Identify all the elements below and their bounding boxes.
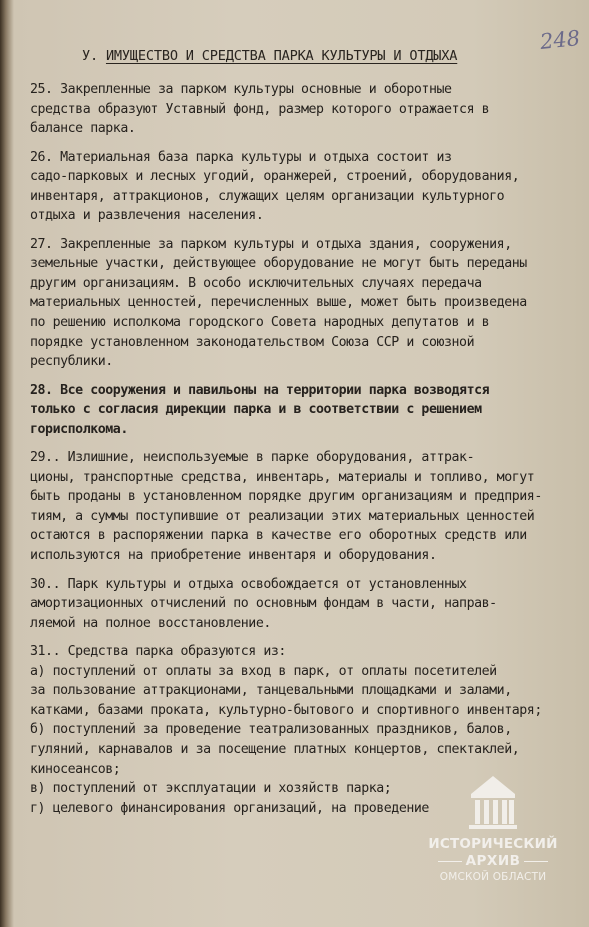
text-line: катками, базами проката, культурно-бытового и спортивного инвентаря;: [30, 702, 542, 718]
text-line: средства образуют Уставный фонд, размер которого отражается в: [30, 101, 490, 117]
watermark-line-2: АРХИВ: [465, 853, 521, 869]
text-line: используются на приобретение инвентаря и оборудования.: [30, 548, 437, 564]
watermark-line-1: ИСТОРИЧЕСКИЙ: [428, 836, 558, 852]
text-line: 28. Все сооружения и павильоны на территории парка возводятся: [30, 382, 490, 398]
text-line: инвентаря, аттракционов, служащих целям организации культурного: [30, 188, 505, 204]
text-line: б) поступлений за проведение театрализованных праздников, балов,: [30, 722, 512, 738]
text-line: садо-парковых и лесных угодий, оранжерей, строений, оборудования,: [30, 169, 520, 185]
watermark-separator: [524, 861, 548, 862]
text-line: другим организациям. В особо исключительных случаях передача: [30, 275, 482, 291]
paragraph-p27: [30, 235, 575, 372]
text-line: ционы, транспортные средства, инвентарь, материалы и топливо, могут: [30, 469, 535, 485]
paragraph-gap: [30, 439, 575, 448]
text-line: киносеансов;: [30, 761, 121, 777]
paragraph-gap: [30, 633, 575, 642]
paragraph-gap: [30, 226, 575, 235]
text-line: за пользование аттракционами, танцевальными площадками и залами,: [30, 683, 512, 699]
paragraph-p30: [30, 575, 575, 634]
text-line: 25. Закрепленные за парком культуры основные и оборотные: [30, 82, 452, 97]
section-number: У.: [82, 48, 98, 64]
paragraph-p29: [30, 448, 575, 565]
text-line: 27. Закрепленные за парком культуры и отдыха здания, сооружения,: [30, 236, 512, 252]
paragraph-p25: [30, 80, 575, 139]
text-line: балансе парка.: [30, 121, 136, 137]
text-line: 31.. Средства парка образуются из:: [30, 644, 286, 660]
text-line: порядке установленном законодательством Союза ССР и союзной: [30, 334, 475, 350]
page-number: 248: [538, 25, 582, 55]
section-heading: [82, 48, 482, 64]
paragraph-p26: [30, 148, 575, 226]
text-line: 26. Материальная база парка культуры и отдыха состоит из: [30, 149, 452, 165]
paragraph-p28: [30, 381, 575, 440]
text-line: быть проданы в установленном порядке другим организациям и предприя-: [30, 489, 542, 505]
text-line: отдыха и развлечения населения.: [30, 208, 264, 224]
text-line: республики.: [30, 354, 113, 370]
text-line: материальных ценностей, перечисленных выше, может быть произведена: [30, 295, 527, 311]
text-line: 30.. Парк культуры и отдыха освобождается от установленных: [30, 576, 467, 592]
text-line: а) поступлений от оплаты за вход в парк, от оплаты посетителей: [30, 663, 497, 679]
text-line: остаются в распоряжении парка в качестве его оборотных средств или: [30, 528, 527, 544]
paragraph-gap: [30, 372, 575, 381]
text-line: в) поступлений от эксплуатации и хозяйств парка;: [30, 781, 392, 797]
text-line: тиям, а суммы поступившие от реализации этих материальных ценностей: [30, 508, 535, 524]
text-line: амортизационных отчислений по основным фондам в части, направ-: [30, 596, 497, 612]
paragraph-gap: [30, 566, 575, 575]
paragraph-gap: [30, 139, 575, 148]
archive-building-icon: [467, 772, 519, 830]
text-line: только с согласия дирекции парка и в соответствии с решением: [30, 402, 482, 418]
document-body: [30, 80, 575, 818]
text-line: горисполкома.: [30, 421, 128, 437]
section-title: ИМУЩЕСТВО И СРЕДСТВА ПАРКА КУЛЬТУРЫ И ОТДЫХА: [105, 48, 458, 64]
watermark-separator: [438, 861, 462, 862]
text-line: земельные участки, действующее оборудование не могут быть переданы: [30, 256, 527, 272]
text-line: г) целевого финансирования организаций, на проведение: [30, 800, 429, 816]
text-line: 29.. Излишние, неиспользуемые в парке оборудования, аттрак-: [30, 450, 475, 466]
watermark-line-3: ОМСКОЙ ОБЛАСТИ: [439, 871, 547, 883]
watermark-line-2-wrap: [428, 853, 558, 870]
archive-watermark: [428, 772, 558, 897]
text-line: ляемой на полное восстановление.: [30, 615, 271, 631]
text-line: по решению исполкома городского Совета народных депутатов и в: [30, 315, 490, 331]
text-line: гуляний, карнавалов и за посещение платных концертов, спектаклей,: [30, 741, 520, 757]
